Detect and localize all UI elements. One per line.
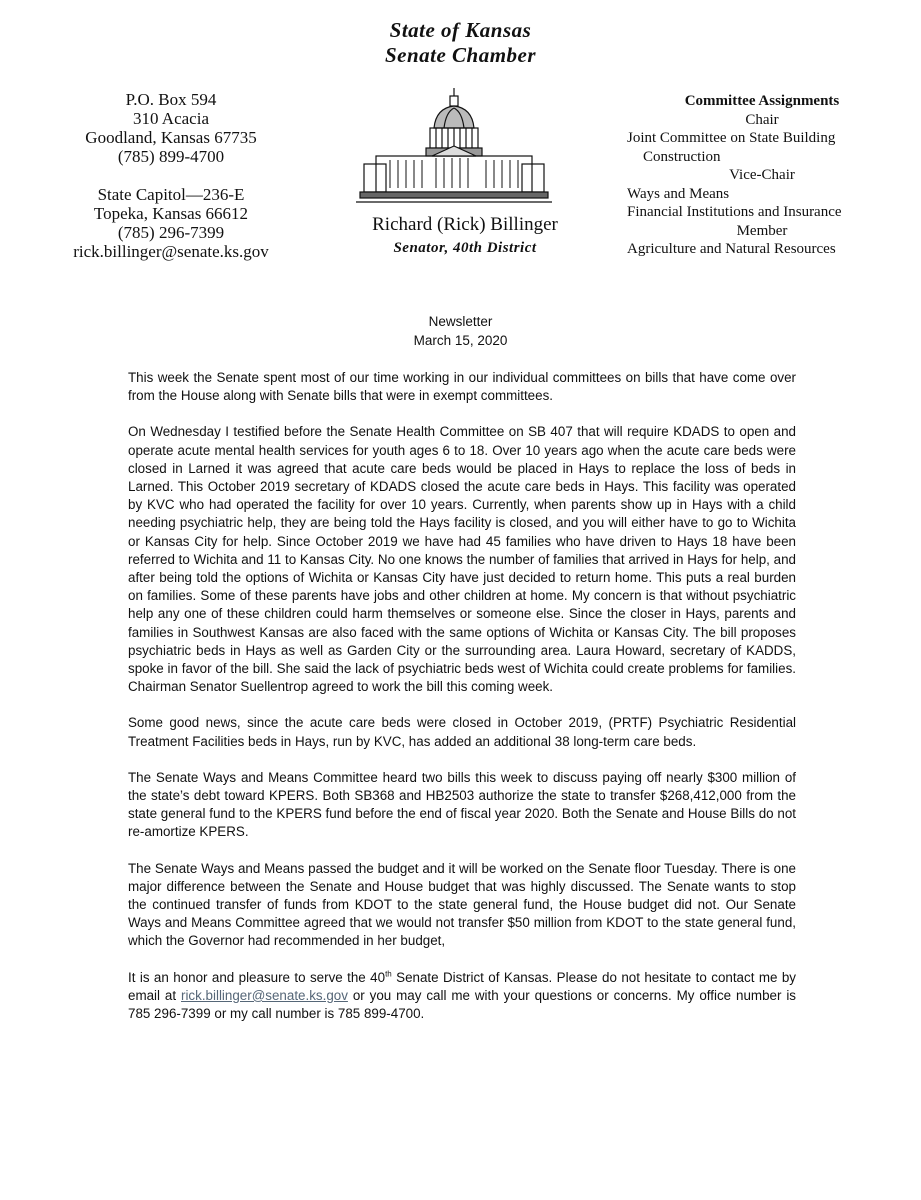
committee-heading: Committee Assignments	[684, 93, 840, 109]
state-title: State of Kansas	[389, 18, 532, 42]
paragraph-closing	[128, 969, 796, 1024]
paragraph-budget: The Senate Ways and Means passed the budget and it will be worked on the Senate floor Tuesday. There is one major difference between the Senate and House budget that was highly discussed. The Senate wants to stop the continued transfer of funds from KDOT to the state general fund, the House budget did not. Our Senate Ways and Means Committee agreed that we would not transfer $50 million from KDOT to the state general fund, which the Governor had recommended in her budget,	[128, 860, 796, 949]
vice-chair-committee-1: Ways and Means	[627, 185, 730, 202]
home-phone: (785) 899-4700	[117, 147, 225, 166]
address-block	[40, 90, 302, 261]
capitol-city: Topeka, Kansas 66612	[93, 204, 249, 223]
capitol-office: State Capitol—236-E	[97, 185, 245, 204]
po-box: P.O. Box 594	[125, 90, 217, 109]
committee-assignments	[627, 92, 897, 259]
newsletter-header	[300, 312, 621, 350]
senator-name: Richard (Rick) Billinger	[372, 214, 558, 235]
paragraph-sb407: On Wednesday I testified before the Senate Health Committee on SB 407 that will require KDADS to open and operate acute mental health services for youth ages 6 to 18. Over 10 years ago when the acute care beds were closed in Larned it was agreed that acute care beds would be placed in Hays to replace the loss of beds in Larned. This October 2019 secretary of KDADS closed the acute care beds in Hays. This facility was operated by KVC who had operated the facility for over 10 years. Currently, when parents show up in Hays with a child needing psychiatric help, they are being told the Hays facility is closed, and you will either have to go to Wichita or Kansas City for help. Since October 2019 we have had 45 families who have driven to Hays 18 have been referred to Wichita and 11 to Kansas City. No one knows the number of families that arrived in Hays for help, and after being told the options of Wichita or Kansas City have just decided to return home. This puts a real burden on families. Some of these parents have jobs and other children at home. My concern is that without psychiatric help any one of these children could harm themselves or someone else. Since the closer in Hays, parents and families in Southwest Kansas are also faced with the same options of Wichita or Kansas City. The bill proposes psychiatric beds in Hays as well as Garden City or the surrounding area. Laura Howard, secretary of KADDS, spoke in favor of the bill. She said the lack of psychiatric beds west of Wichita could create problems for families. Chairman Senator Suellentrop agreed to work the bill this coming week.	[128, 424, 796, 695]
chair-committee: Joint Committee on State Building	[627, 130, 836, 146]
newsletter-date: March 15, 2020	[413, 333, 508, 348]
email-address[interactable]: rick.billinger@senate.ks.gov	[73, 242, 269, 261]
closing-text-a: It is an honor and pleasure to serve the 40	[128, 969, 386, 985]
capitol-building-icon	[356, 84, 552, 208]
closing-text-c: or you may call me with your questions or concerns. My office number is 785 296-7399 or my call number is 785 899-4700.	[128, 987, 797, 1022]
chamber-title: Senate Chamber	[384, 43, 537, 67]
city-address: Goodland, Kansas 67735	[85, 128, 257, 147]
member-committee: Agriculture and Natural Resources	[627, 241, 836, 257]
chair-label: Chair	[745, 111, 779, 128]
office-phone: (785) 296-7399	[117, 223, 225, 242]
vice-chair-committee-2: Financial Institutions and Insurance	[627, 204, 842, 220]
email-link[interactable]: rick.billinger@senate.ks.gov	[181, 987, 348, 1003]
paragraph-prtf: Some good news, since the acute care beds were closed in October 2019, (PRTF) Psychiatric Residential Treatment Facilities beds in Hays, run by KVC, has added an additional 38 long-term care beds.	[128, 715, 796, 749]
ordinal-suffix: th	[385, 969, 392, 979]
vice-chair-label: Vice-Chair	[729, 167, 795, 183]
newsletter-body	[128, 369, 796, 1041]
paragraph-intro: This week the Senate spent most of our time working in our individual committees on bills that have come over from the House along with Senate bills that were in exempt committees.	[128, 370, 796, 404]
closing-text-b: Senate District of Kansas. Please do not hesitate to contact me by email at	[128, 969, 796, 1003]
paragraph-kpers: The Senate Ways and Means Committee heard two bills this week to discuss paying off nearly $300 million of the state’s debt toward KPERS. Both SB368 and HB2503 authorize the state to transfer $268,412,000 from the state general fund to the KPERS fund before the end of fiscal year 2020. Both the Senate and House Bills do not re-amortize KPERS.	[128, 769, 796, 840]
newsletter-title: Newsletter	[428, 314, 493, 329]
member-label: Member	[736, 222, 788, 239]
street-address: 310 Acacia	[133, 109, 209, 128]
senator-district: Senator, 40th District	[393, 240, 537, 256]
chair-committee-cont: Construction	[643, 148, 721, 165]
